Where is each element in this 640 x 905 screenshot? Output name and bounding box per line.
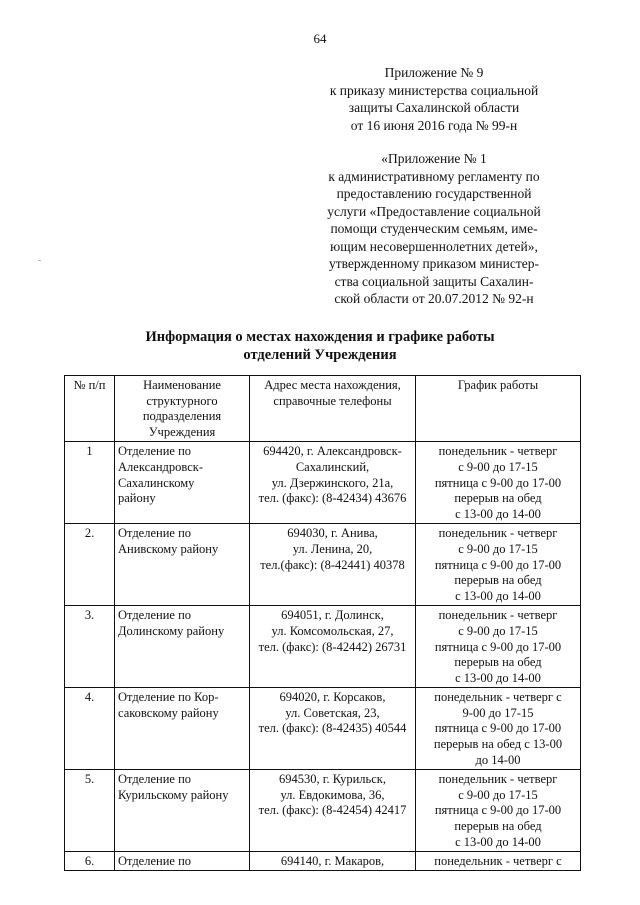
appendix-1-line: ства социальной защиты Сахалин-	[334, 273, 534, 289]
cell-office-name-line: району	[118, 491, 156, 506]
appendix-1-line: предоставлению государственной	[336, 186, 532, 201]
cell-address	[250, 688, 416, 770]
appendix-1-line: ющим несовершеннолетних детей»,	[330, 238, 538, 254]
cell-schedule-line: до 14-00	[475, 752, 521, 767]
cell-schedule-line: понедельник - четверг	[438, 772, 558, 787]
table-row	[65, 524, 581, 606]
cell-schedule	[416, 524, 581, 606]
cell-schedule-line: с 13-00 до 14-00	[455, 670, 541, 685]
cell-address-line: 694030, г. Анива,	[287, 526, 378, 541]
cell-number: 1	[65, 442, 115, 524]
cell-office-name-line: Отделение по	[118, 444, 192, 459]
table-row	[65, 688, 581, 770]
cell-schedule	[416, 442, 581, 524]
cell-office-name	[115, 688, 250, 770]
cell-office-name-line: Анивскому району	[118, 541, 219, 556]
header-name-line: Наименование	[143, 378, 221, 392]
cell-schedule	[416, 770, 581, 852]
header-number: № п/п	[65, 376, 115, 442]
cell-schedule-line: с 13-00 до 14-00	[455, 506, 541, 521]
page-number: 64	[313, 31, 327, 46]
document-title	[0, 328, 640, 364]
table-row	[65, 770, 581, 852]
margin-mark: -	[38, 255, 42, 266]
cell-address-line: Сахалинский,	[295, 459, 370, 474]
cell-address-line: ул. Дзержинского, 21а,	[271, 475, 394, 490]
cell-address	[250, 606, 416, 688]
appendix-1-line: ской области от 20.07.2012 № 92-н	[334, 291, 534, 306]
cell-schedule-line: перерыв на обед с 13-00	[433, 737, 563, 752]
header-name	[115, 376, 250, 442]
appendix-1-note	[298, 150, 570, 308]
cell-schedule	[416, 606, 581, 688]
cell-schedule-line: 9-00 до 17-15	[462, 705, 534, 720]
table-row	[65, 852, 581, 871]
cell-address-line: тел. (факс): (8-42435) 40544	[258, 721, 407, 736]
cell-address-line: 694420, г. Александровск-	[263, 444, 402, 459]
header-name-line: структурного	[146, 393, 218, 408]
cell-schedule-line: перерыв на обед	[454, 491, 542, 506]
cell-office-name-line: Отделение по	[118, 608, 192, 623]
header-name-line: Учреждения	[148, 424, 216, 439]
cell-office-name-line: Отделение по	[118, 526, 192, 541]
cell-schedule-line: с 13-00 до 14-00	[455, 588, 541, 603]
document-title-line: отделений Учреждения	[243, 347, 397, 363]
appendix-1-line: к административному регламенту по	[328, 168, 540, 184]
cell-schedule-line: понедельник - четверг	[438, 444, 558, 459]
table-row	[65, 442, 581, 524]
cell-address-line: 694140, г. Макаров,	[280, 854, 385, 869]
cell-number: 5.	[65, 770, 115, 852]
appendix-9-line: от 16 июня 2016 года № 99-н	[350, 117, 518, 133]
cell-address	[250, 770, 416, 852]
cell-office-name	[115, 852, 250, 871]
cell-office-name-line: Отделение по	[118, 854, 192, 869]
header-address	[250, 376, 416, 442]
cell-address-line: ул. Евдокимова, 36,	[280, 787, 385, 802]
cell-address-line: 694530, г. Курильск,	[279, 772, 386, 787]
cell-office-name	[115, 770, 250, 852]
cell-schedule-line: перерыв на обед	[454, 573, 542, 588]
appendix-9-note	[298, 64, 570, 134]
cell-schedule	[416, 688, 581, 770]
cell-address-line: ул. Ленина, 20,	[292, 541, 373, 556]
appendix-9-line: защиты Сахалинской области	[348, 100, 520, 115]
cell-schedule-line: понедельник - четверг с	[434, 690, 562, 705]
cell-number: 2.	[65, 524, 115, 606]
cell-office-name-line: Курильскому району	[118, 787, 229, 802]
cell-address-line: ул. Советская, 23,	[285, 705, 380, 720]
cell-address-line: 694051, г. Долинск,	[281, 608, 384, 623]
cell-office-name	[115, 606, 250, 688]
cell-schedule	[416, 852, 581, 871]
cell-address	[250, 852, 416, 871]
cell-schedule-line: перерыв на обед	[454, 655, 542, 670]
cell-address-line: тел. (факс): (8-42442) 26731	[258, 639, 407, 654]
header-address-line: Адрес места нахождения,	[264, 378, 401, 392]
header-schedule: График работы	[416, 376, 581, 442]
cell-address-line: тел. (факс): (8-42454) 42417	[258, 803, 407, 818]
cell-office-name-line: Отделение по Кор-	[118, 690, 219, 705]
cell-office-name-line: Александровск-	[118, 459, 203, 474]
appendix-1-line: услуги «Предоставление социальной	[327, 203, 541, 219]
cell-number: 4.	[65, 688, 115, 770]
cell-office-name-line: саковскому району	[118, 705, 219, 720]
document-title-line: Информация о местах нахождения и графике работы	[145, 329, 495, 345]
cell-address-line: ул. Комсомольская, 27,	[271, 623, 394, 638]
cell-schedule-line: пятница с 9-00 до 17-00	[434, 557, 562, 572]
cell-schedule-line: пятница с 9-00 до 17-00	[434, 803, 562, 818]
cell-address	[250, 442, 416, 524]
cell-address-line: тел. (факс): (8-42434) 43676	[258, 491, 407, 506]
cell-schedule-line: с 9-00 до 17-15	[458, 787, 538, 802]
cell-schedule-line: понедельник - четверг	[438, 526, 558, 541]
cell-schedule-line: пятница с 9-00 до 17-00	[434, 475, 562, 490]
cell-schedule-line: с 9-00 до 17-15	[458, 459, 538, 474]
cell-schedule-line: перерыв на обед	[454, 819, 542, 834]
offices-table	[64, 375, 581, 871]
cell-address-line: тел.(факс): (8-42441) 40378	[260, 557, 405, 572]
appendix-1-line: помощи студенческим семьям, име-	[330, 221, 538, 236]
header-address-line: справочные телефоны	[273, 393, 392, 408]
table-body	[65, 442, 581, 870]
table-header-row	[65, 376, 581, 442]
cell-schedule-line: пятница с 9-00 до 17-00	[434, 639, 562, 654]
cell-office-name-line: Сахалинскому	[118, 475, 195, 490]
appendix-9-line: Приложение № 9	[384, 65, 484, 80]
cell-office-name	[115, 442, 250, 524]
cell-office-name	[115, 524, 250, 606]
cell-office-name-line: Отделение по	[118, 772, 192, 787]
cell-schedule-line: с 9-00 до 17-15	[458, 541, 538, 556]
cell-schedule-line: понедельник - четверг с	[434, 854, 562, 869]
cell-schedule-line: с 13-00 до 14-00	[455, 834, 541, 849]
cell-schedule-line: с 9-00 до 17-15	[458, 623, 538, 638]
cell-number: 3.	[65, 606, 115, 688]
cell-schedule-line: понедельник - четверг	[438, 608, 558, 623]
cell-schedule-line: пятница с 9-00 до 17-00	[434, 721, 562, 736]
appendix-1-line: «Приложение № 1	[381, 151, 487, 166]
table-row	[65, 606, 581, 688]
appendix-9-line: к приказу министерства социальной	[329, 82, 539, 98]
appendix-1-line: утвержденному приказом министер-	[328, 256, 540, 271]
cell-office-name-line: Долинскому району	[118, 623, 225, 638]
cell-address	[250, 524, 416, 606]
cell-address-line: 694020, г. Корсаков,	[279, 690, 386, 705]
header-name-line: подразделения	[142, 409, 222, 424]
cell-number: 6.	[65, 852, 115, 871]
